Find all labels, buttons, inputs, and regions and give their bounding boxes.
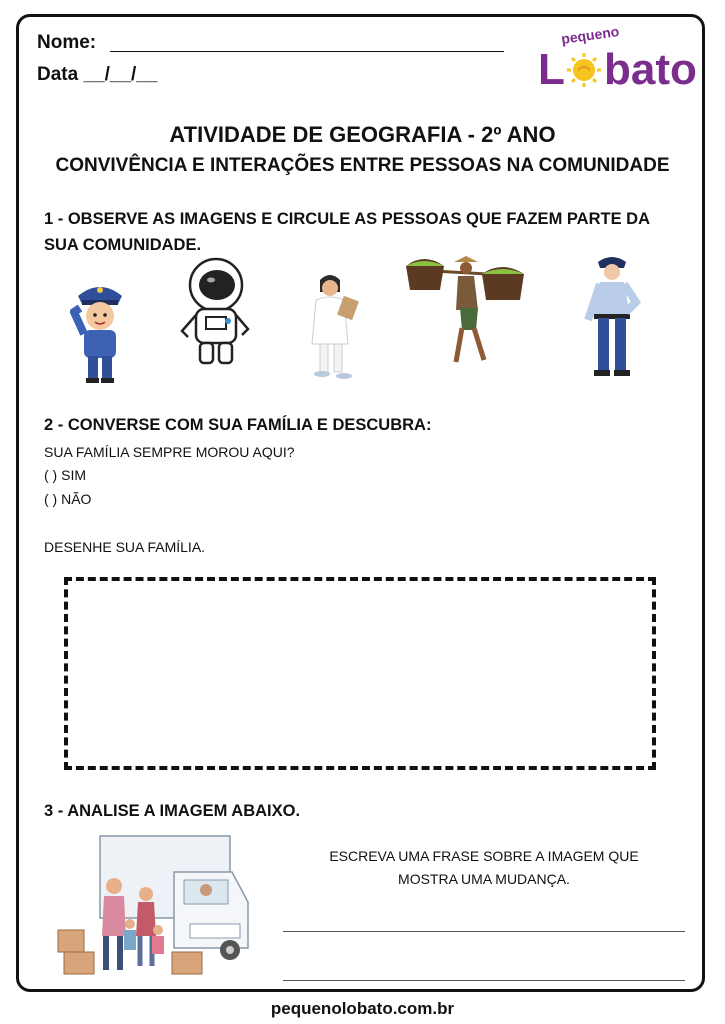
writing-line-1[interactable] xyxy=(283,931,685,932)
page-title: ATIVIDADE DE GEOGRAFIA - 2º ANO xyxy=(169,122,556,147)
moving-family-image[interactable] xyxy=(54,832,254,980)
draw-prompt: DESENHE SUA FAMÍLIA. xyxy=(44,539,206,555)
question-1: 1 - OBSERVE AS IMAGENS E CIRCULE AS PESSOAS QUE FAZEM PARTE DA SUA COMUNIDADE. xyxy=(44,210,650,254)
logo-word-bato: bato xyxy=(604,45,697,94)
police-boy-image[interactable] xyxy=(70,278,130,384)
family-question: SUA FAMÍLIA SEMPRE MOROU AQUI? xyxy=(44,444,295,460)
logo-letter-l: L xyxy=(538,45,565,94)
drawing-area[interactable] xyxy=(64,577,656,770)
astronaut-image[interactable] xyxy=(176,255,254,367)
option-nao[interactable]: ( ) NÃO xyxy=(44,491,92,507)
sun-icon xyxy=(567,53,601,87)
logo-top-word: pequeno xyxy=(560,26,621,47)
logo xyxy=(536,26,706,98)
date-label: Data __/__/__ xyxy=(37,64,158,85)
option-sim[interactable]: ( ) SIM xyxy=(44,467,86,483)
footer-url[interactable]: pequenolobato.com.br xyxy=(270,999,455,1018)
writing-line-2[interactable] xyxy=(283,980,685,981)
police-officer-image[interactable] xyxy=(582,252,642,382)
name-field[interactable] xyxy=(110,51,504,52)
farm-worker-image[interactable] xyxy=(402,252,532,368)
writing-prompt: ESCREVA UMA FRASE SOBRE A IMAGEM QUE MOSTRA UMA MUDANÇA. xyxy=(329,848,639,887)
page-subtitle: CONVIVÊNCIA E INTERAÇÕES ENTRE PESSOAS NA COMUNIDADE xyxy=(55,155,670,176)
question-2: 2 - CONVERSE COM SUA FAMÍLIA E DESCUBRA: xyxy=(44,416,432,434)
question-3: 3 - ANALISE A IMAGEM ABAIXO. xyxy=(44,802,301,820)
name-label: Nome: xyxy=(37,32,97,53)
doctor-image[interactable] xyxy=(296,270,366,382)
logo-graphic xyxy=(536,26,706,98)
